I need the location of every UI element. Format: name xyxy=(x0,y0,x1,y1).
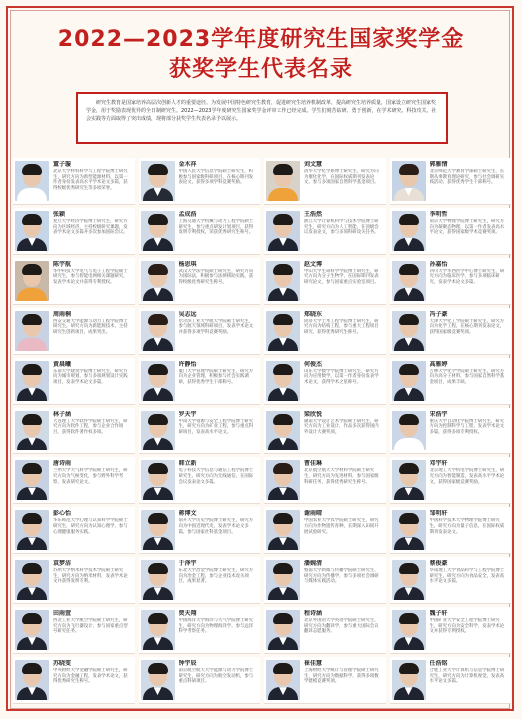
student-card xyxy=(13,158,135,205)
student-photo xyxy=(15,411,49,451)
student-description: 北京大学材料科学与工程学院博士研究生，研究方向为新型能源材料，以第一作者身份发表高水平学术论文多篇，获得校级优秀研究生等多项荣誉。 xyxy=(53,169,128,191)
student-photo xyxy=(141,660,175,700)
portrait-hair xyxy=(399,164,419,175)
student-info xyxy=(303,158,386,204)
student-info xyxy=(303,607,386,653)
student-card xyxy=(13,657,135,704)
student-card xyxy=(139,557,261,604)
portrait-hair xyxy=(273,364,293,375)
portrait-hair xyxy=(399,613,419,624)
student-card xyxy=(13,457,135,504)
student-info xyxy=(303,358,386,404)
portrait-hair xyxy=(22,414,42,425)
student-description: 大连理工大学软件学院硕士研究生，研究方向为软件工程，参与企业合作项目，获得软件著作权多项。 xyxy=(53,418,128,435)
student-description: 南京大学物理学院博士研究生，研究方向为凝聚态物理，以第一作者发表高水平论文，获得国家级学术竞赛奖项。 xyxy=(429,218,505,236)
student-name: 张颖 xyxy=(53,210,66,218)
portrait-hair xyxy=(273,264,293,275)
student-name: 潘婉清 xyxy=(304,560,323,568)
student-card xyxy=(13,358,135,405)
student-name: 王浩然 xyxy=(304,210,323,218)
student-name: 宋浩宇 xyxy=(429,410,448,418)
student-card xyxy=(264,457,386,504)
student-name: 邹明轩 xyxy=(429,510,448,518)
student-name: 苏晓雯 xyxy=(53,660,72,668)
student-name: 钟宇辰 xyxy=(178,660,197,668)
student-photo xyxy=(266,361,300,401)
student-info xyxy=(303,208,386,254)
student-name: 魏子轩 xyxy=(429,610,448,618)
student-description: 南京航空航天大学能源与动力学院博士研究生，研究方向为航空发动机，参与重点科研项目。 xyxy=(178,668,254,685)
student-description: 苏州大学纳米科学技术学院硕士研究生，研究方向为纳米材料，发表学术论文并获得发明专利。 xyxy=(53,568,128,585)
student-description: 华南理工大学食品科学与工程学院博士研究生，研究方向为食品安全，发表高水平论文多篇。 xyxy=(429,568,505,585)
student-name: 邓宇轩 xyxy=(429,460,448,468)
student-info xyxy=(52,457,135,503)
student-info xyxy=(178,457,261,503)
student-info xyxy=(52,208,135,254)
student-photo xyxy=(141,510,175,550)
student-description: 湖南大学设计艺术学院硕士研究生，研究方向为工业设计，作品多次获得国内外设计大赛奖项。 xyxy=(304,418,379,435)
student-description: 中央财经大学金融学院硕士研究生，研究方向为金融工程，发表学术论文，获得优秀研究生称号。 xyxy=(53,668,128,685)
student-photo xyxy=(15,460,49,500)
student-description: 复旦大学经济学院博士研究生，研究方向为区域经济，主持校级研究课题，发表学术论文多篇并多次参加国际会议。 xyxy=(53,218,128,236)
portrait-hair xyxy=(273,463,293,474)
student-photo xyxy=(392,560,426,600)
portrait-hair xyxy=(22,613,42,624)
student-photo xyxy=(15,311,49,351)
student-card xyxy=(390,258,512,305)
student-description: 电子科技大学信息与通信工程学院博士研究生，研究方向为无线通信，在国际会议发表论文多篇。 xyxy=(178,468,254,485)
portrait-hair xyxy=(148,314,168,325)
student-card xyxy=(139,158,261,205)
student-photo xyxy=(392,411,426,451)
student-description: 华中科技大学电气与电子工程学院硕士研究生，参与智能电网相关课题研究，发表学术论文并获得专利授权。 xyxy=(53,268,128,285)
student-description: 北京航空航天大学材料学院硕士研究生，研究方向为先进材料，参与国家级科研任务，获得优秀研究生称号。 xyxy=(304,468,379,485)
student-name: 杨思琪 xyxy=(178,260,197,268)
student-description: 同济大学土木工程学院博士研究生，研究方向为结构工程，参与重大工程项目研究，获得优秀研究生称号。 xyxy=(304,318,379,335)
portrait-hair xyxy=(399,663,419,674)
student-card xyxy=(264,507,386,554)
student-photo xyxy=(141,560,175,600)
portrait-hair xyxy=(148,663,168,674)
student-photo xyxy=(266,610,300,650)
portrait-hair xyxy=(148,364,168,375)
student-description: 吉林大学化学学院硕士研究生，研究方向为高分子材料，参与国家自然科学基金项目，成果丰硕。 xyxy=(429,368,505,385)
student-info xyxy=(178,408,261,454)
student-info xyxy=(178,507,261,553)
student-description: 厦门大学管理学院硕士研究生，研究方向为企业管理，积极参与社会实践调研，获得优秀学生干部称号。 xyxy=(178,368,254,385)
portrait-hair xyxy=(148,613,168,624)
student-description: 南开大学历史学院博士研究生，研究方向为中国近现代史，发表学术论文多篇，参与国家社科基金项目。 xyxy=(178,518,254,535)
student-photo xyxy=(392,161,426,201)
student-name: 田雨萱 xyxy=(53,610,72,618)
student-photo xyxy=(392,510,426,550)
student-name: 任浩铭 xyxy=(429,660,448,668)
student-card xyxy=(139,208,261,255)
portrait-hair xyxy=(22,364,42,375)
student-description: 东南大学建筑学院博士研究生，研究方向为城市规划，参与多项规划设计实践项目，发表学术论文多篇。 xyxy=(53,368,128,385)
student-photo xyxy=(392,610,426,650)
student-info xyxy=(52,158,135,204)
intro-box xyxy=(76,92,448,144)
student-name: 罗天宇 xyxy=(178,410,197,418)
student-photo xyxy=(15,510,49,550)
student-card xyxy=(264,258,386,305)
student-name: 赵文博 xyxy=(304,260,323,268)
portrait-hair xyxy=(399,264,419,275)
student-info xyxy=(429,607,512,653)
portrait-hair xyxy=(148,463,168,474)
student-info xyxy=(429,158,512,204)
portrait-hair xyxy=(148,513,168,524)
student-photo xyxy=(141,361,175,401)
student-name: 冯子豪 xyxy=(429,310,448,318)
student-name: 唐诗雨 xyxy=(53,460,72,468)
student-card xyxy=(390,607,512,654)
student-description: 清华大学化学系博士研究生，研究方向为催化化学，在国际权威期刊发表论文，参与多项国家自然科学基金项目。 xyxy=(304,169,379,186)
student-info xyxy=(303,457,386,503)
intro-text: 研究生教育是国家培养高层次创新人才的重要途径。为发展中国特色研究生教育，促进研究生培养机制改革，提高研究生培养质量，国家设立研究生国家奖学金，用于奖励表现优异的全日制研究生。2022—2023学年度研究生国家奖学金评审工作已经完成。学生们刻苦钻研、勇于创新，在学术研究、科技攻关、社会实践等方面取得了突出成绩，现将部分获奖学生代表名录予以展示。 xyxy=(86,100,437,122)
student-info xyxy=(429,557,512,603)
student-card xyxy=(139,507,261,554)
portrait-hair xyxy=(273,164,293,175)
student-info xyxy=(178,208,261,254)
student-card xyxy=(264,657,386,704)
portrait-hair xyxy=(22,264,42,275)
student-photo xyxy=(15,261,49,301)
student-description: 天津大学化工学院硕士研究生，研究方向为化学工程，在核心期刊发表论文，获得国家级竞赛奖项。 xyxy=(429,318,505,335)
student-photo xyxy=(266,211,300,251)
student-card xyxy=(264,208,386,255)
student-description: 西北工业大学航空学院硕士研究生，研究方向为飞行器设计，参与国家重点型号研究任务。 xyxy=(53,618,128,635)
portrait-hair xyxy=(273,613,293,624)
student-photo xyxy=(141,411,175,451)
student-description: 华东师范大学心理与认知科学学院硕士研究生，研究方向为认知心理学，参与心理健康服务实践。 xyxy=(53,518,128,535)
student-name: 孟成浩 xyxy=(178,210,197,218)
student-description: 武汉大学法学院硕士研究生，研究方向为国际法，积极参与法律援助实践，获得校级优秀研究生称号。 xyxy=(178,268,254,285)
student-name: 贾天翔 xyxy=(178,610,197,618)
student-description: 北京外国语大学英语学院硕士研究生，研究方向为翻译学，参与重大国际会议翻译志愿服务。 xyxy=(304,618,379,635)
student-photo xyxy=(392,361,426,401)
student-info xyxy=(52,557,135,603)
student-name: 黄晨曦 xyxy=(53,360,72,368)
student-photo xyxy=(392,460,426,500)
student-card xyxy=(264,308,386,355)
student-description: 西安交通大学能源与动力工程学院博士研究生，研究方向为新能源技术，主持研究生创新项目，成果突出。 xyxy=(53,318,128,335)
student-name: 曹佳琳 xyxy=(304,460,323,468)
student-photo xyxy=(141,261,175,301)
student-photo xyxy=(141,610,175,650)
portrait-hair xyxy=(273,414,293,425)
portrait-hair xyxy=(273,663,293,674)
student-info xyxy=(429,507,512,553)
student-photo xyxy=(141,460,175,500)
student-card xyxy=(264,158,386,205)
student-description: 上海交通大学机械与动力工程学院硕士研究生，参与重点研发计划项目，获得发明专利授权，荣获优秀研究生称号。 xyxy=(178,218,254,236)
student-name: 李明哲 xyxy=(429,210,448,218)
portrait-hair xyxy=(399,314,419,325)
portrait-hair xyxy=(22,513,42,524)
student-photo xyxy=(266,411,300,451)
student-card xyxy=(264,358,386,405)
student-description: 中国农业大学农学院硕士研究生，研究方向为作物遗传育种，长期深入田间开展试验研究。 xyxy=(304,518,379,535)
student-info xyxy=(178,657,261,703)
student-photo xyxy=(392,311,426,351)
student-photo xyxy=(15,161,49,201)
student-description: 中国海洋大学海洋与大气学院博士研究生，研究方向为物理海洋学，参与远洋科学考察任务。 xyxy=(178,618,254,635)
student-card xyxy=(139,657,261,704)
student-name: 林子涵 xyxy=(53,410,72,418)
page-title-line2: 获奖学生代表名录 xyxy=(168,57,353,82)
portrait-hair xyxy=(399,463,419,474)
portrait-hair xyxy=(273,214,293,225)
student-info xyxy=(303,408,386,454)
student-info xyxy=(303,507,386,553)
student-name: 何俊杰 xyxy=(304,360,323,368)
student-description: 四川大学华西医学中心博士研究生，研究方向为临床医学，参与多项临床研究，发表学术论文多篇。 xyxy=(429,268,505,285)
student-photo xyxy=(141,211,175,251)
portrait-hair xyxy=(399,414,419,425)
student-photo xyxy=(266,311,300,351)
student-info xyxy=(178,158,261,204)
student-info xyxy=(429,208,512,254)
student-photo xyxy=(266,261,300,301)
student-name: 蔡俊豪 xyxy=(429,560,448,568)
student-name: 韩立新 xyxy=(178,460,197,468)
student-photo xyxy=(15,660,49,700)
student-name: 郑晓东 xyxy=(304,310,323,318)
student-name: 陈宇航 xyxy=(53,260,72,268)
portrait-hair xyxy=(399,563,419,574)
student-info xyxy=(52,258,135,304)
student-card xyxy=(139,308,261,355)
student-info xyxy=(52,408,135,454)
student-info xyxy=(303,258,386,304)
portrait-hair xyxy=(399,364,419,375)
student-description: 合肥工业大学计算机与信息学院博士研究生，研究方向为计算机视觉，发表高水平论文多篇。 xyxy=(429,668,505,685)
portrait-hair xyxy=(22,214,42,225)
student-info xyxy=(429,457,512,503)
student-name: 刘文慧 xyxy=(304,161,323,168)
student-name: 孙嘉怡 xyxy=(429,260,448,268)
student-card xyxy=(13,208,135,255)
portrait-hair xyxy=(273,513,293,524)
student-info xyxy=(303,657,386,703)
student-info xyxy=(178,358,261,404)
student-name: 金木祥 xyxy=(178,161,197,168)
page-title-line1: 2022—2023学年度研究生国家奖学金 xyxy=(57,27,465,52)
student-card xyxy=(139,607,261,654)
student-photo xyxy=(141,311,175,351)
student-info xyxy=(303,557,386,603)
student-photo xyxy=(392,211,426,251)
student-name: 周雨桐 xyxy=(53,310,72,318)
student-card xyxy=(13,507,135,554)
portrait-hair xyxy=(273,314,293,325)
student-description: 中国科学技术大学物理学院博士研究生，研究方向为量子信息，在国际权威期刊发表论文。 xyxy=(429,518,505,535)
student-card xyxy=(390,507,512,554)
student-name: 彭心怡 xyxy=(53,510,72,518)
student-card xyxy=(13,408,135,455)
student-photo xyxy=(15,211,49,251)
student-description: 北京理工大学机电学院博士研究生，研究方向为智能制造，发表高水平学术论文，获得国家级竞赛奖励。 xyxy=(429,468,505,485)
student-card xyxy=(390,208,512,255)
student-info xyxy=(178,308,261,354)
portrait-hair xyxy=(22,663,42,674)
student-photo xyxy=(392,261,426,301)
student-card xyxy=(390,557,512,604)
student-name: 高雅婷 xyxy=(429,360,448,368)
student-info xyxy=(429,358,512,404)
student-card xyxy=(264,408,386,455)
student-name: 吴志远 xyxy=(178,310,197,318)
student-description: 中南大学资源与安全工程学院博士研究生，研究方向为矿业工程，参与重点科研项目，发表高水平论文。 xyxy=(178,418,254,435)
student-info xyxy=(429,258,512,304)
student-name: 崔佳慧 xyxy=(304,660,323,668)
student-name: 许静怡 xyxy=(178,360,197,368)
portrait-hair xyxy=(22,164,42,175)
student-description: 暨南大学新闻与传播学院硕士研究生，研究方向为传播学，参与多项社会调研与媒体实践活动。 xyxy=(304,568,379,585)
student-card xyxy=(13,557,135,604)
student-photo xyxy=(266,660,300,700)
student-info xyxy=(52,657,135,703)
portrait-hair xyxy=(22,314,42,325)
portrait-hair xyxy=(399,513,419,524)
portrait-hair xyxy=(148,563,168,574)
student-name: 董子璇 xyxy=(53,161,72,168)
student-card xyxy=(390,308,512,355)
student-photo xyxy=(266,161,300,201)
student-card xyxy=(264,607,386,654)
student-info xyxy=(303,308,386,354)
student-info xyxy=(429,308,512,354)
student-description: 浙江大学计算机科学与技术学院博士研究生，研究方向为人工智能，在顶级会议发表论文，参与多项科研攻关任务。 xyxy=(304,218,379,236)
student-description: 中国矿业大学安全工程学院博士研究生，研究方向为安全科学，发表学术论文并获得专利授权。 xyxy=(429,618,505,635)
student-card xyxy=(139,457,261,504)
student-info xyxy=(52,507,135,553)
student-card xyxy=(139,408,261,455)
student-photo xyxy=(15,361,49,401)
student-card xyxy=(139,358,261,405)
student-name: 梁欣悦 xyxy=(304,410,323,418)
student-description: 上海财经大学统计与管理学院硕士研究生，研究方向为数据科学，获得多项数学建模竞赛奖项。 xyxy=(304,668,379,685)
student-description: 北京师范大学教育学部硕士研究生，长期从事教育理论研究，参与社会调研实践活动，获得优秀学生干部称号。 xyxy=(429,169,505,186)
student-name: 蒋博文 xyxy=(178,510,197,518)
portrait-hair xyxy=(148,214,168,225)
student-name: 袁梦洁 xyxy=(53,560,72,568)
student-info xyxy=(429,408,512,454)
student-description: 重庆大学自动化学院博士研究生，研究方向为控制科学与工程，发表学术论文多篇，获得多项专利授权。 xyxy=(429,418,505,435)
student-photo xyxy=(266,560,300,600)
student-description: 东北大学冶金学院博士研究生，研究方向为冶金工程，参与企业技术攻关项目，成果显著。 xyxy=(178,568,254,585)
student-name: 程诗涵 xyxy=(304,610,323,618)
portrait-hair xyxy=(399,214,419,225)
student-info xyxy=(178,557,261,603)
student-info xyxy=(52,358,135,404)
student-info xyxy=(52,607,135,653)
portrait-hair xyxy=(148,264,168,275)
student-card xyxy=(390,457,512,504)
student-info xyxy=(429,657,512,703)
student-name: 谢雨晴 xyxy=(304,510,323,518)
student-photo xyxy=(15,560,49,600)
student-description: 中山大学生命科学学院博士研究生，研究方向为分子生物学，在国际期刊发表研究论文，参与国家重点实验室项目。 xyxy=(304,268,379,285)
student-photo xyxy=(15,610,49,650)
student-photo xyxy=(141,161,175,201)
student-card xyxy=(390,657,512,704)
portrait-hair xyxy=(22,563,42,574)
portrait-hair xyxy=(22,463,42,474)
student-photo xyxy=(266,510,300,550)
student-description: 哈尔滨工业大学航天学院硕士研究生，参与航天领域科研项目，发表学术论文并获得多项学科竞赛奖励。 xyxy=(178,318,254,335)
student-info xyxy=(52,308,135,354)
student-name: 于泽宇 xyxy=(178,560,197,568)
student-grid xyxy=(13,158,511,704)
student-description: 山东大学数学学院博士研究生，研究方向为应用数学，以第一作者身份发表学术论文，获得学术之星称号。 xyxy=(304,368,379,385)
student-name: 郭雅情 xyxy=(429,161,448,168)
portrait-hair xyxy=(148,164,168,175)
student-card xyxy=(139,258,261,305)
student-card xyxy=(390,158,512,205)
portrait-hair xyxy=(148,414,168,425)
student-photo xyxy=(392,660,426,700)
student-info xyxy=(178,607,261,653)
student-card xyxy=(390,408,512,455)
student-card xyxy=(13,607,135,654)
portrait-hair xyxy=(273,563,293,574)
student-card xyxy=(13,308,135,355)
student-description: 中国人民大学信息学院硕士研究生，积极参与国家级科研项目，在核心期刊发表论文，获得多项学科竞赛奖励。 xyxy=(178,169,254,186)
student-card xyxy=(13,258,135,305)
student-info xyxy=(178,258,261,304)
student-description: 兰州大学大气科学学院硕士研究生，研究方向为气候变化，参与野外科学考察，发表研究论文。 xyxy=(53,468,128,485)
student-card xyxy=(264,557,386,604)
student-card xyxy=(390,358,512,405)
student-photo xyxy=(266,460,300,500)
